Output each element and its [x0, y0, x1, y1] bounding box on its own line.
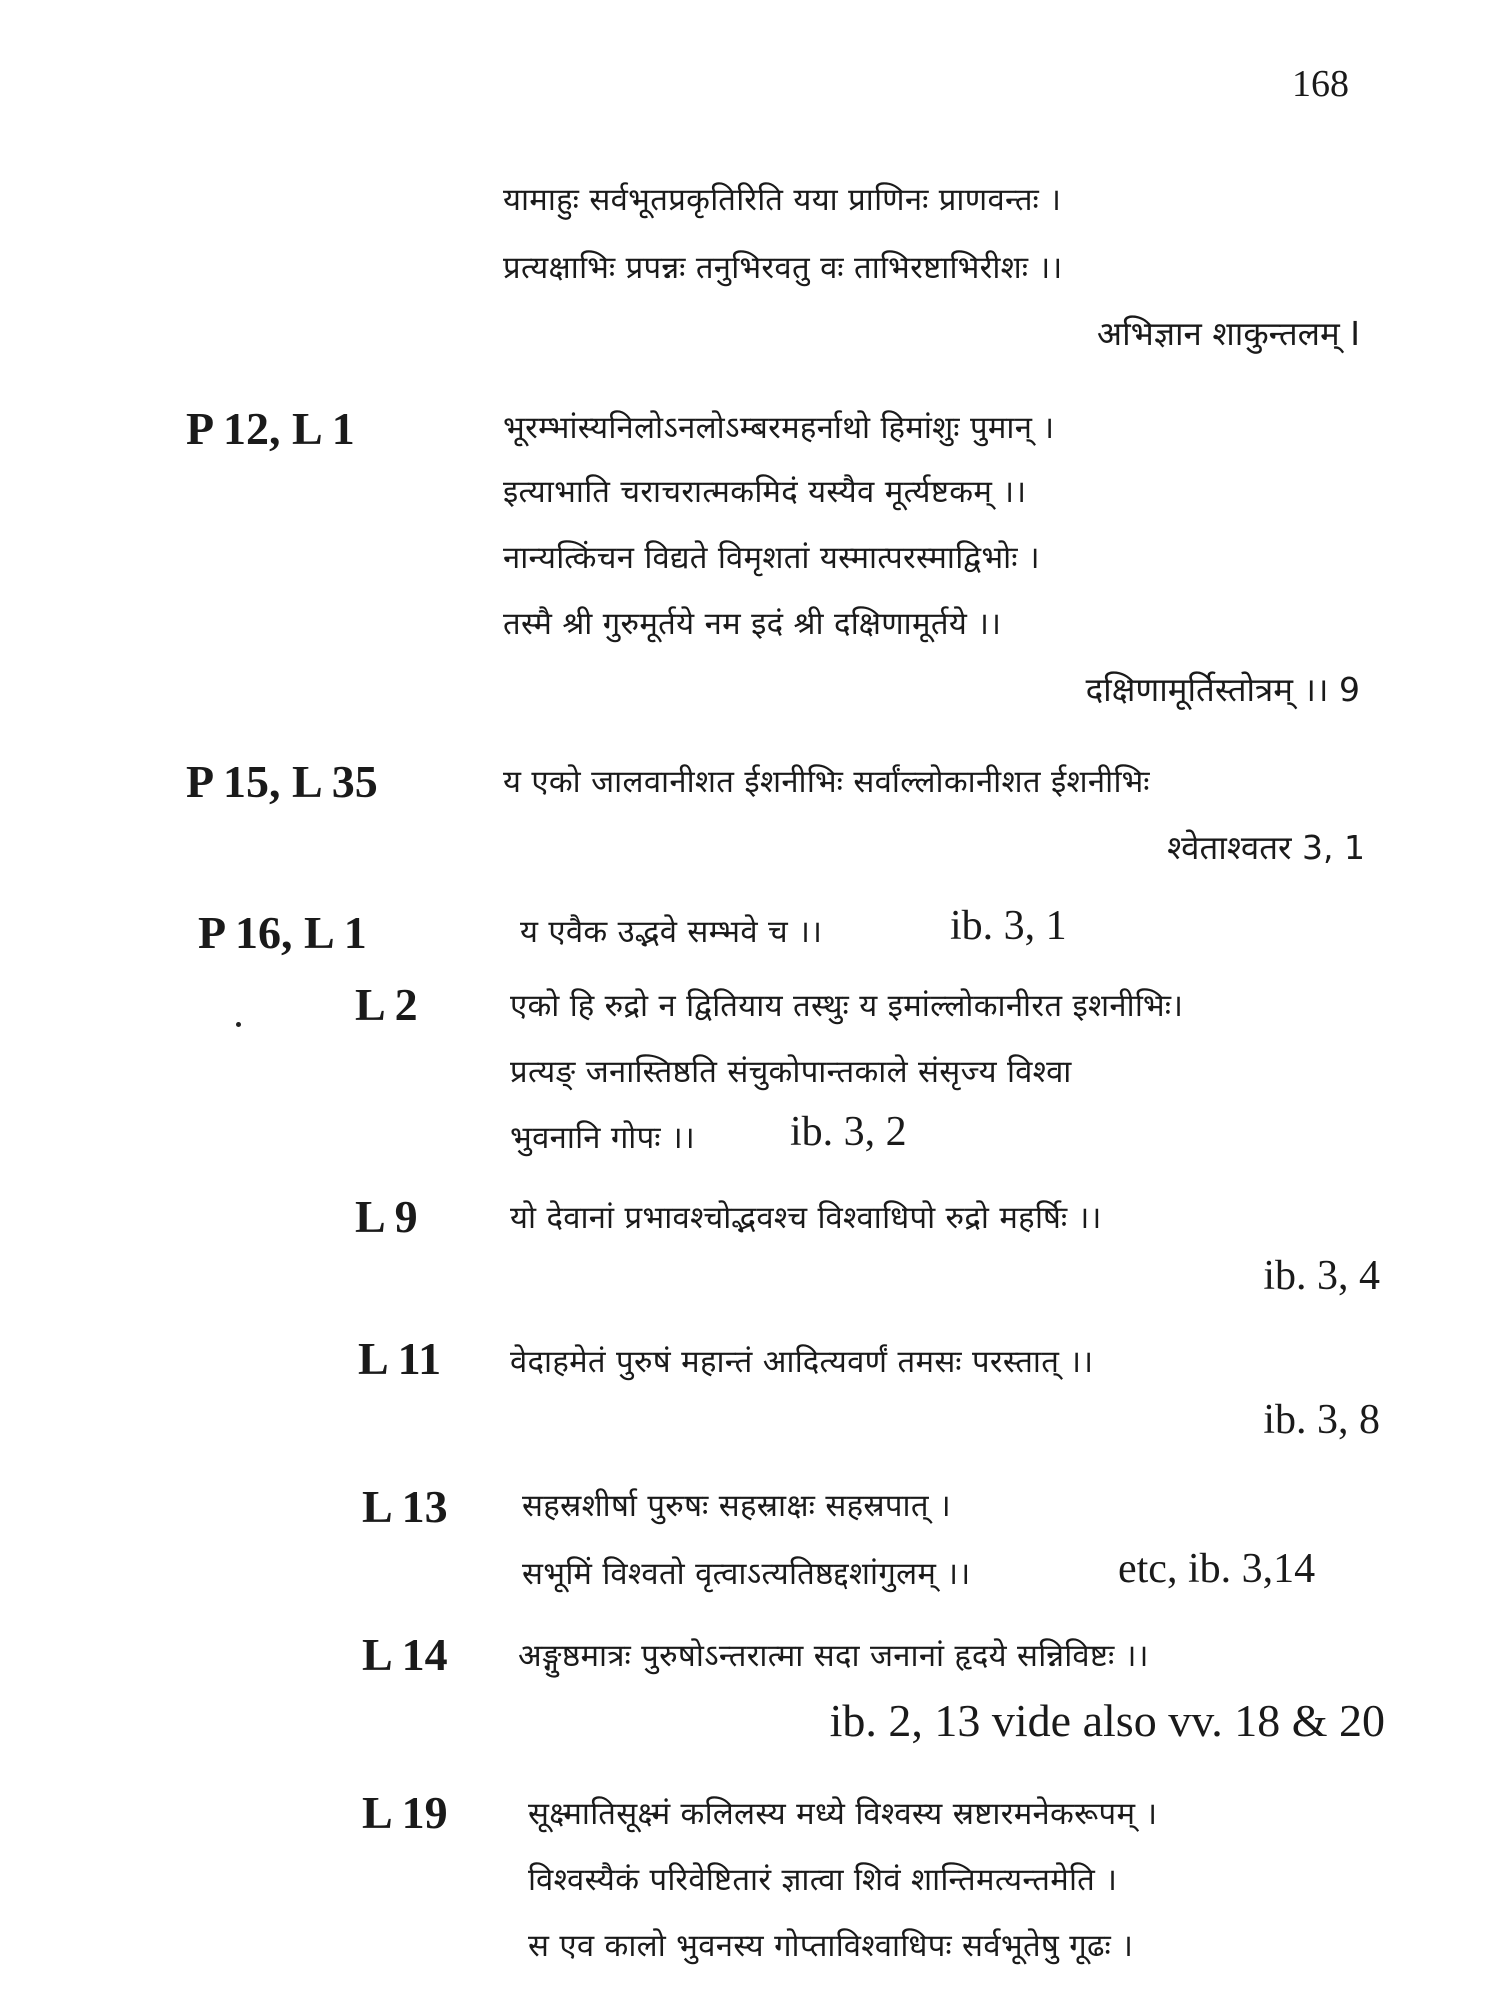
- reference-label: L 19: [362, 1787, 448, 1838]
- verse-line: भुवनानि गोपः ।।: [510, 1120, 696, 1156]
- reference-label: L 13: [362, 1481, 448, 1532]
- verse-line: य एवैक उद्भवे सम्भवे च ।।: [520, 914, 823, 950]
- verse-line: यो देवानां प्रभावश्चोद्भवश्च विश्वाधिपो रुद्रो महर्षिः ।।: [510, 1200, 1102, 1236]
- verse-line: नान्यत्किंचन विद्यते विमृशतां यस्मात्परस्माद्विभोः ।: [503, 540, 1040, 576]
- verse-line: भूरम्भांस्यनिलोऽनलोऽम्बरमहर्नाथो हिमांशुः पुमान् ।: [503, 410, 1055, 446]
- citation: ib. 3, 1: [950, 903, 1067, 949]
- reference-label: L 9: [355, 1191, 418, 1242]
- verse-line: यामाहुः सर्वभूतप्रकृतिरिति यया प्राणिनः प्राणवन्तः ।: [503, 182, 1062, 218]
- stray-mark: [236, 1022, 241, 1027]
- verse-source: श्वेताश्वतर 3, 1: [1167, 828, 1365, 867]
- verse-line: प्रत्यङ् जनास्तिष्ठति संचुकोपान्तकाले संसृज्य विश्वा: [510, 1054, 1072, 1090]
- citation: etc, ib. 3,14: [1118, 1546, 1316, 1592]
- reference-label: P 16, L 1: [198, 907, 367, 958]
- verse-source: अभिज्ञान शाकुन्तलम् I: [1096, 314, 1360, 353]
- reference-label: P 15, L 35: [186, 756, 378, 807]
- reference-label: L 2: [355, 979, 418, 1030]
- page-number: 168: [1292, 63, 1349, 105]
- verse-source: दक्षिणामूर्तिस्तोत्रम् ।। 9: [1085, 670, 1360, 709]
- verse-line: प्रत्यक्षाभिः प्रपन्नः तनुभिरवतु वः ताभिरष्टाभिरीशः ।।: [503, 250, 1063, 286]
- verse-line: सहस्रशीर्षा पुरुषः सहस्राक्षः सहस्रपात् ।: [522, 1488, 952, 1524]
- verse-line: विश्वस्यैकं परिवेष्टितारं ज्ञात्वा शिवं शान्तिमत्यन्तमेति ।: [528, 1862, 1118, 1898]
- citation: ib. 2, 13 vide also vv. 18 & 20: [829, 1695, 1385, 1746]
- verse-line: सूक्ष्मातिसूक्ष्मं कलिलस्य मध्ये विश्वस्य स्रष्टारमनेकरूपम् ।: [528, 1796, 1158, 1832]
- verse-line: एको हि रुद्रो न द्वितियाय तस्थुः य इमांल्लोकानीरत इशनीभिः।: [510, 988, 1184, 1024]
- reference-label: L 14: [362, 1629, 448, 1680]
- verse-line: य एको जालवानीशत ईशनीभिः सर्वांल्लोकानीशत ईशनीभिः: [503, 764, 1150, 800]
- verse-line: तस्मै श्री गुरुमूर्तये नम इदं श्री दक्षिणामूर्तये ।।: [503, 606, 1002, 642]
- reference-label: P 12, L 1: [186, 403, 355, 454]
- citation: ib. 3, 8: [1263, 1397, 1380, 1443]
- citation: ib. 3, 4: [1263, 1253, 1380, 1299]
- verse-line: इत्याभाति चराचरात्मकमिदं यस्यैव मूर्त्यष्टकम् ।।: [503, 474, 1027, 510]
- verse-line: अङ्गुष्ठमात्रः पुरुषोऽन्तरात्मा सदा जनानां हृदये सन्निविष्टः ।।: [518, 1638, 1149, 1674]
- verse-line: सभूमिं विश्वतो वृत्वाऽत्यतिष्ठद्दशांगुलम् ।।: [522, 1556, 971, 1592]
- reference-label: L 11: [358, 1333, 442, 1384]
- verse-line: वेदाहमेतं पुरुषं महान्तं आदित्यवर्णं तमसः परस्तात् ।।: [510, 1344, 1094, 1380]
- verse-line: स एव कालो भुवनस्य गोप्ताविश्वाधिपः सर्वभूतेषु गूढः ।: [528, 1928, 1134, 1964]
- citation: ib. 3, 2: [790, 1109, 907, 1155]
